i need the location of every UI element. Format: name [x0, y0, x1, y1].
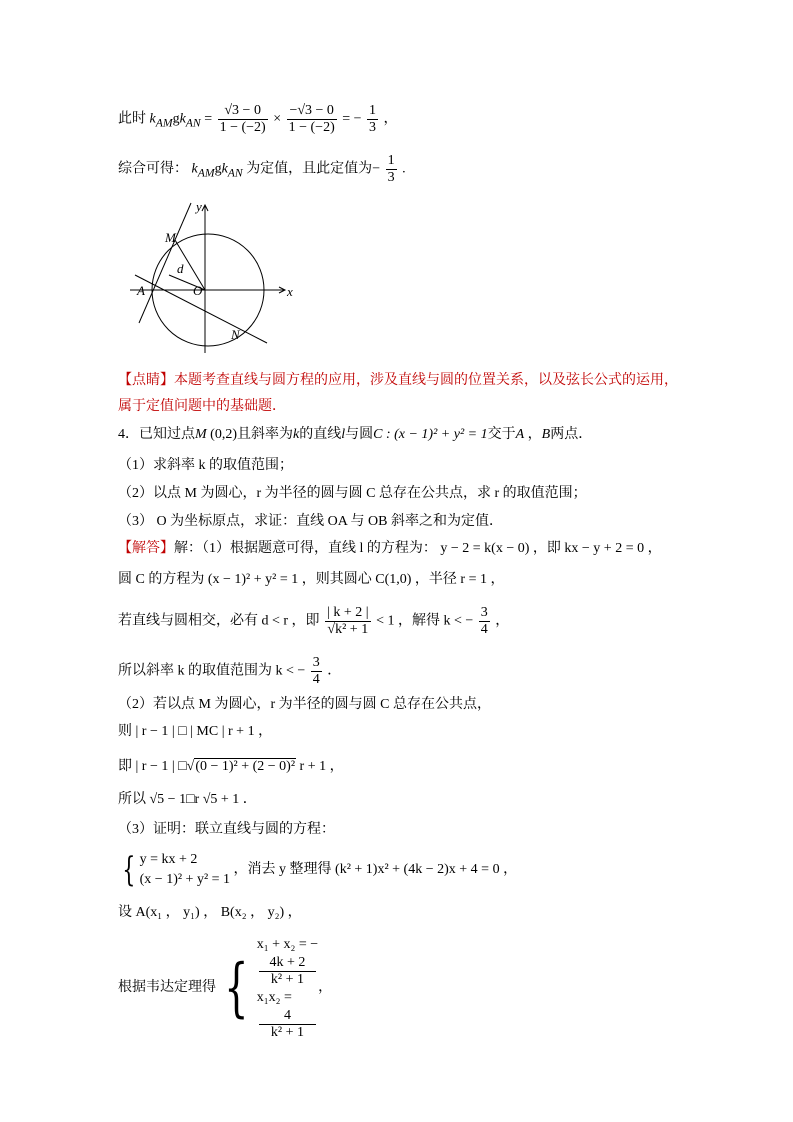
left-brace: { — [224, 951, 249, 1025]
answer-line-1: 【解答】解：（1）根据题意可得，直线 l 的方程为： y − 2 = k(x − 0) ，即 kx − y + 2 = 0 ， — [118, 541, 662, 556]
conclusion-line: 综合可得： $k_{AM}gk_{AN}$ 为定值，且此定值为− $\frac{1}{3}$ . — [118, 153, 406, 185]
label-a: A — [137, 283, 145, 298]
question-stem: 4．已知过点M (0,2)且斜率为k的直线l与圆C : (x − 1)² + y² = 1交于A ，B两点． — [118, 427, 593, 442]
answer-line-4: 所以斜率 k 的取值范围为 k < − $\frac{3}{4}$ ． — [118, 655, 342, 687]
answer-line-2: 圆 C 的方程为 (x − 1)² + y² = 1 ，则其圆心 C(1,0) ，半径 r = 1 ， — [118, 572, 505, 587]
answer-line-7: 即 | r − 1 | □√(0 − 1)² + (2 − 0)² r + 1 ， — [118, 759, 344, 774]
fraction: $\frac{√3 - 0}{1 - (-2)}$ — [219, 103, 266, 135]
fraction: $\frac{1}{3}$ — [369, 103, 377, 135]
answer-line-3: 若直线与圆相交，必有 d < r ，即 $\frac{| k + 2 |}{\text{√k² + 1}}$ < 1 ，解得 k < − $\frac{3}{4}$ ， — [118, 605, 510, 637]
label-o: O — [193, 283, 203, 298]
answer-line-6: 则 | r − 1 | □ | MC | r + 1 ， — [118, 724, 273, 739]
answer-line-9: （3）证明：联立直线与圆的方程： — [118, 822, 335, 837]
label-m: M — [165, 230, 176, 245]
label-x: x — [287, 284, 293, 299]
sub-question-2: （2）以点 M 为圆心，r 为半径的圆与圆 C 总存在公共点，求 r 的取值范围； — [118, 486, 587, 501]
slope-product-line: 此时 $k_{AM}gk_{AN}$ = $\frac{√3 - 0}{1 - (-2)}$ × $\frac{-√3 - 0}{1 - (-2)}$ = − $\frac{1}{3}$ ， — [118, 103, 398, 135]
label-d: d — [177, 261, 184, 276]
fraction: 4 k² + 1 — [259, 1008, 316, 1041]
vieta-line: 根据韦达定理得 { x₁ + x₂ = − 4k + 2 k² + 1 x₁x₂ = 4 k² + 1 ， — [118, 937, 333, 1040]
fraction: $\frac{-√3 - 0}{1 - (-2)}$ — [288, 103, 335, 135]
left-brace: { — [122, 850, 136, 890]
label-n: N — [231, 327, 240, 342]
answer-line-8: 所以 √5 − 1□r √5 + 1 ． — [118, 792, 257, 807]
answer-line-5: （2）若以点 M 为圆心，r 为半径的圆与圆 C 总存在公共点， — [118, 697, 491, 712]
fraction: 4k + 2 k² + 1 — [259, 955, 316, 988]
equation-system: y = kx + 2 (x − 1)² + y² = 1 — [139, 852, 231, 887]
vieta-system: x₁ + x₂ = − 4k + 2 k² + 1 x₁x₂ = 4 k² + 1 — [256, 937, 319, 1040]
fraction: $\frac{3}{4}$ — [480, 605, 488, 637]
fraction: $\frac{1}{3}$ — [387, 153, 395, 185]
sub-question-3: （3） O 为坐标原点，求证：直线 OA 与 OB 斜率之和为定值． — [118, 514, 504, 529]
label-y: y — [196, 199, 202, 214]
equation-system-line: { y = kx + 2 (x − 1)² + y² = 1 ，消去 y 整理得 (k² + 1)x² + (4k − 2)x + 4 = 0 ， — [122, 850, 518, 890]
sub-question-1: （1）求斜率 k 的取值范围； — [118, 458, 293, 473]
dianjing-line-1: 【点睛】本题考查直线与圆方程的应用，涉及直线与圆的位置关系，以及弦长公式的运用， — [118, 372, 678, 388]
dianjing-line-2: 属于定值问题中的基础题． — [118, 398, 286, 414]
circle-figure — [125, 195, 310, 360]
fraction: $\frac{3}{4}$ — [312, 655, 320, 687]
fraction: $\frac{| k + 2 |}{\text{√k² + 1}}$ — [327, 605, 369, 637]
answer-line-10: 设 A(x₁ ， y₁) ， B(x₂ ， y₂) ， — [118, 905, 302, 920]
